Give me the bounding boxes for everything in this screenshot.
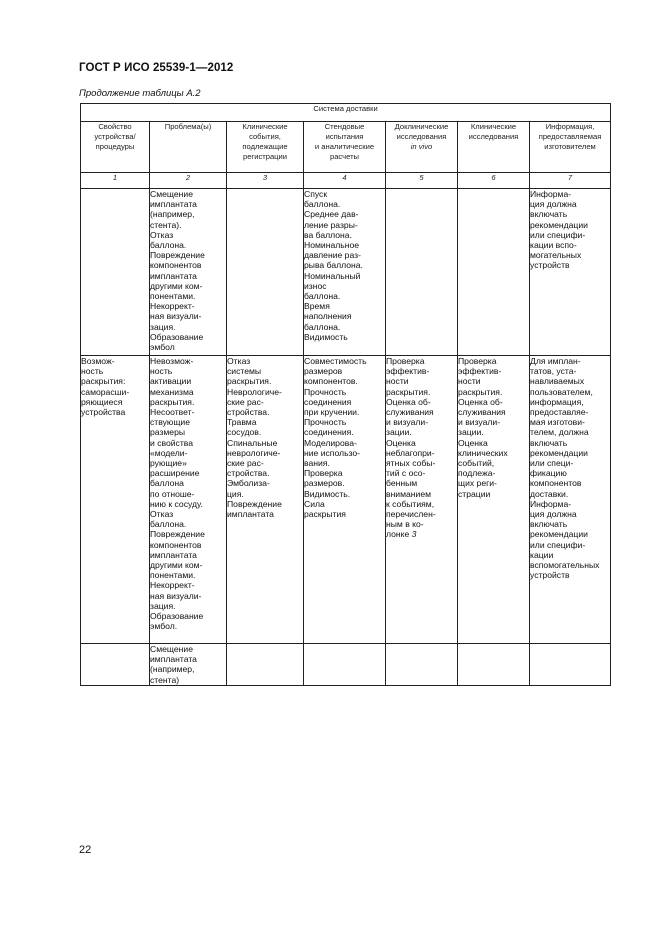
page-number: 22 bbox=[79, 844, 92, 856]
column-number-2: 2 bbox=[150, 173, 227, 189]
table-cell: Смещение имплантата (например, стента). Отказ баллона. Повреждение компонентов имплантата другими ком- понентами. Некоррект- ная визуали- зация. Образование эмбол bbox=[150, 189, 227, 356]
table-cell bbox=[81, 644, 150, 686]
table-cell: Для имплан- татов, уста- навливаемых пользователем, информация, предоставляе- мая изготови- телем, должна включать рекомендации или специ- фикацию компонентов доставки. Информа- ция должна включать рекомендации или специфи- кации вспомогательных устройств bbox=[530, 356, 611, 644]
column-header-2: Проблема(ы) bbox=[150, 122, 227, 173]
table-cell: Проверка эффектив- ности раскрытия. Оценка об- служивания и визуали- зации. Оценка клинических событий, подлежа- щих реги- страции bbox=[458, 356, 530, 644]
table-cell: Отказ системы раскрытия. Неврологиче- ские рас- стройства. Травма сосудов. Спинальные неврологиче- ские рас- стройства. Эмболиза- ция. Повреждение имплантата bbox=[227, 356, 304, 644]
column-header-5 bbox=[386, 122, 458, 173]
table-cell bbox=[530, 644, 611, 686]
column-header-6: Клинические исследования bbox=[458, 122, 530, 173]
column-number-1: 1 bbox=[81, 173, 150, 189]
table-cell: Возмож- ность раскрытия: саморасши- ряющиеся устройства bbox=[81, 356, 150, 644]
table-cell: Невозмож- ность активации механизма раскрытия. Несоответ- ствующие размеры и свойства «модели- рующие» расширение баллона по отноше- нию к сосуду. Отказ баллона. Повреждение компонентов имплантата другими ком- понентами. Некоррект- ная визуали- зация. Образование эмбол. bbox=[150, 356, 227, 644]
column-header-5-text: Доклинические исследования bbox=[394, 122, 449, 141]
table-cell: Информа- ция должна включать рекомендации или специфи- кации вспо- могательных устройств bbox=[530, 189, 611, 356]
column-header-3: Клинические события, подлежащие регистрации bbox=[227, 122, 304, 173]
table-cell: Смещение имплантата (например, стента) bbox=[150, 644, 227, 686]
table-row bbox=[81, 644, 611, 686]
column-header-5-italic: in vivo bbox=[410, 142, 433, 151]
column-header-7: Информация, предоставляемая изготовителем bbox=[530, 122, 611, 173]
column-header-4: Стендовые испытания и аналитические расчеты bbox=[304, 122, 386, 173]
table-cell bbox=[304, 644, 386, 686]
table-cell bbox=[81, 189, 150, 356]
table-cell-italic: 3 bbox=[411, 529, 417, 540]
specification-table bbox=[80, 103, 611, 686]
table-cell bbox=[458, 644, 530, 686]
table-cell bbox=[386, 189, 458, 356]
column-number-4: 4 bbox=[304, 173, 386, 189]
table-cell bbox=[458, 189, 530, 356]
table-row bbox=[81, 189, 611, 356]
column-number-5: 5 bbox=[386, 173, 458, 189]
table-cell bbox=[386, 356, 458, 644]
table-cell bbox=[227, 189, 304, 356]
table-cell: Спуск баллона. Среднее дав- ление разры- ва баллона. Номинальное давление раз- рыва баллона. Номинальный износ баллона. Время наполнения баллона. Видимость bbox=[304, 189, 386, 356]
column-number-row bbox=[81, 173, 611, 189]
table-cell bbox=[227, 644, 304, 686]
table-cell: Совместимость размеров компонентов. Прочность соединения при кручении. Прочность соединения. Моделирова- ние использо- вания. Проверка размеров. Видимость. Сила раскрытия bbox=[304, 356, 386, 644]
table-cell-text: Проверка эффектив- ности раскрытия. Оценка об- служивания и визуали- зации. Оценка неблагопри- ятных собы- тий с осо- бенным вниманием к событиям, перечислен- ным в ко- лонке bbox=[386, 356, 436, 540]
group-header: Система доставки bbox=[81, 104, 611, 122]
column-number-3: 3 bbox=[227, 173, 304, 189]
table-row bbox=[81, 356, 611, 644]
column-number-6: 6 bbox=[458, 173, 530, 189]
column-number-7: 7 bbox=[530, 173, 611, 189]
column-header-1: Свойство устройства/ процедуры bbox=[81, 122, 150, 173]
table-cell bbox=[386, 644, 458, 686]
table-caption: Продолжение таблицы А.2 bbox=[79, 88, 201, 99]
column-header-row bbox=[81, 122, 611, 173]
document-title: ГОСТ Р ИСО 25539-1—2012 bbox=[79, 62, 234, 74]
